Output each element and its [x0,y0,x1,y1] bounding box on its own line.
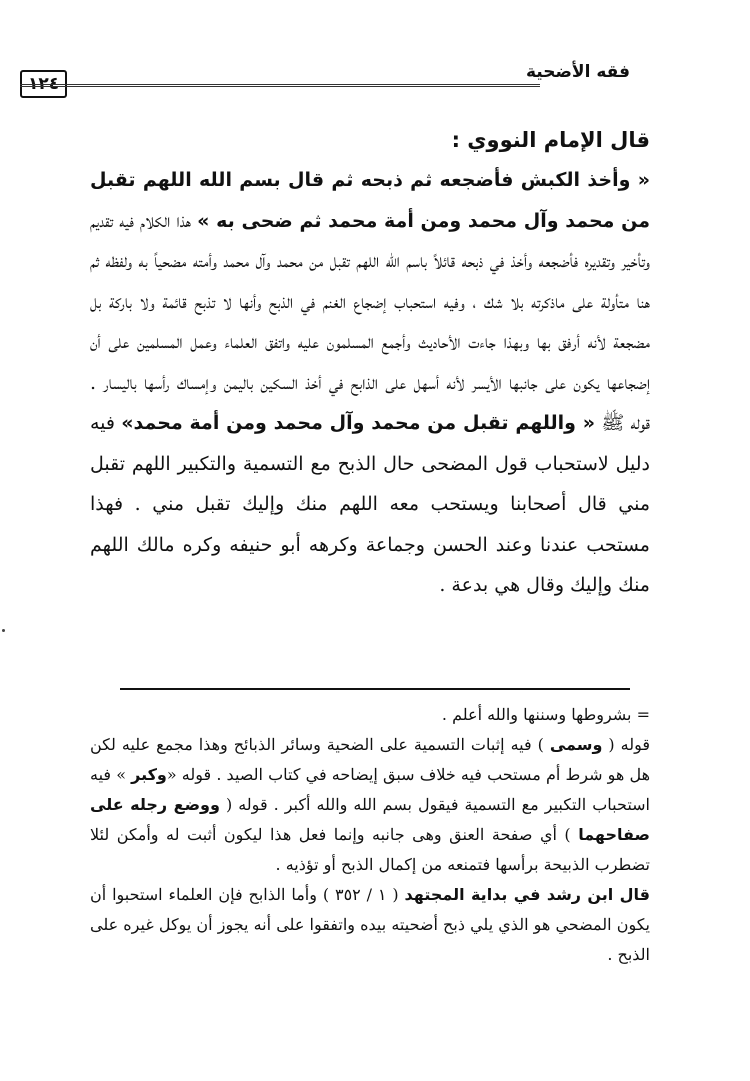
footnote-text: قوله ( [602,735,651,754]
hadith-quote: « وأخذ الكبش فأضجعه ثم ذبحه ثم قال بسم الله اللهم تقبل من محمد وآل محمد ومن أمة محمد ثم ضحى به » [90,169,650,232]
footnote-text: » فيه استحباب التكبير مع التسمية فيقول بسم الله والله أكبر . قوله ( [90,765,651,814]
footnote-2 [90,730,650,880]
footnote-source: قال ابن رشد في بداية المجتهد [404,885,651,904]
header-rule [20,84,540,87]
footnotes [90,700,650,970]
page-header [20,62,630,102]
footnote-text: ( ١ / ٣٥٢ ) وأما الذابح فإن العلماء استحبوا أن يكون المضحي هو الذي يلي ذبح أضحيته بيده واتفقوا على أنه يجوز أن يوكل غيره على الذبح . [90,885,650,964]
footnote-text: ) فيه إثبات التسمية على الضحية وسائر الذبائح وهذا مجمع عليه لكن هل هو شرط أم مستحب فيه خلاف سبق إيضاحه في كتاب الصيد . قوله « [90,735,651,784]
footnote-separator [120,688,630,690]
footnote-keyword: وكبر [131,765,167,784]
margin-mark [2,629,5,632]
commentary-text: هذا الكلام فيه تقديم وتأخير وتقديره فأضجعه وأخذ في ذبحه قائلاً باسم الله اللهم تقبل من محمد وآل محمد وأمته مضحياً به ولفظه ثم هنا متأولة على ماذكرته بلا شك ، وفيه استحباب إضجاع الغنم في الذبح وأنها لا تذبح قائمة ولا باركة بل مضجعة لأنه أرفق بها وبهذا جاءت الأحاديث وأجمع المسلمون عليه واتفق العلماء وعمل المسلمين على أن إضجاعها يكون على جانبها الأيسر لأنه أسهل على الذابح في أخذ السكين باليمن وإمساك رأسها باليسار . قوله ﷺ [90,209,650,434]
page-number: ١٢٤ [20,70,67,98]
footnote-continuation: = بشروطها وسننها والله أعلم . [441,705,650,724]
hadith-quote-2: « واللهم تقبل من محمد وآل محمد ومن أمة محمد» [121,412,596,434]
footnote-text: ) أي صفحة العنق وهى جانبه وإنما فعل هذا ليكون أثبت له وأمكن لئلا تضطرب الذبيحة برأسها فتمنعه من إكمال الذبح أو تؤذيه . [90,825,650,874]
footnote-keyword: ووضع رجله على صفاحهما [90,795,650,844]
main-text [90,120,650,606]
paragraph [90,160,650,606]
running-title: فقه الأضحية [525,62,630,82]
footnote-3 [90,880,650,970]
commentary-text-2: فيه دليل لاستحباب قول المضحى حال الذبح مع التسمية والتكبير اللهم تقبل مني قال أصحابنا ويستحب معه اللهم منك وإليك تقبل مني . فهذا مستحب عندنا وعند الحسن وجماعة وكرهه أبو حنيفه وكره مالك اللهم منك وإليك وقال هي بدعة . [90,412,650,596]
section-heading: قال الإمام النووي : [451,128,650,152]
footnote-keyword: وسمى [549,735,603,754]
